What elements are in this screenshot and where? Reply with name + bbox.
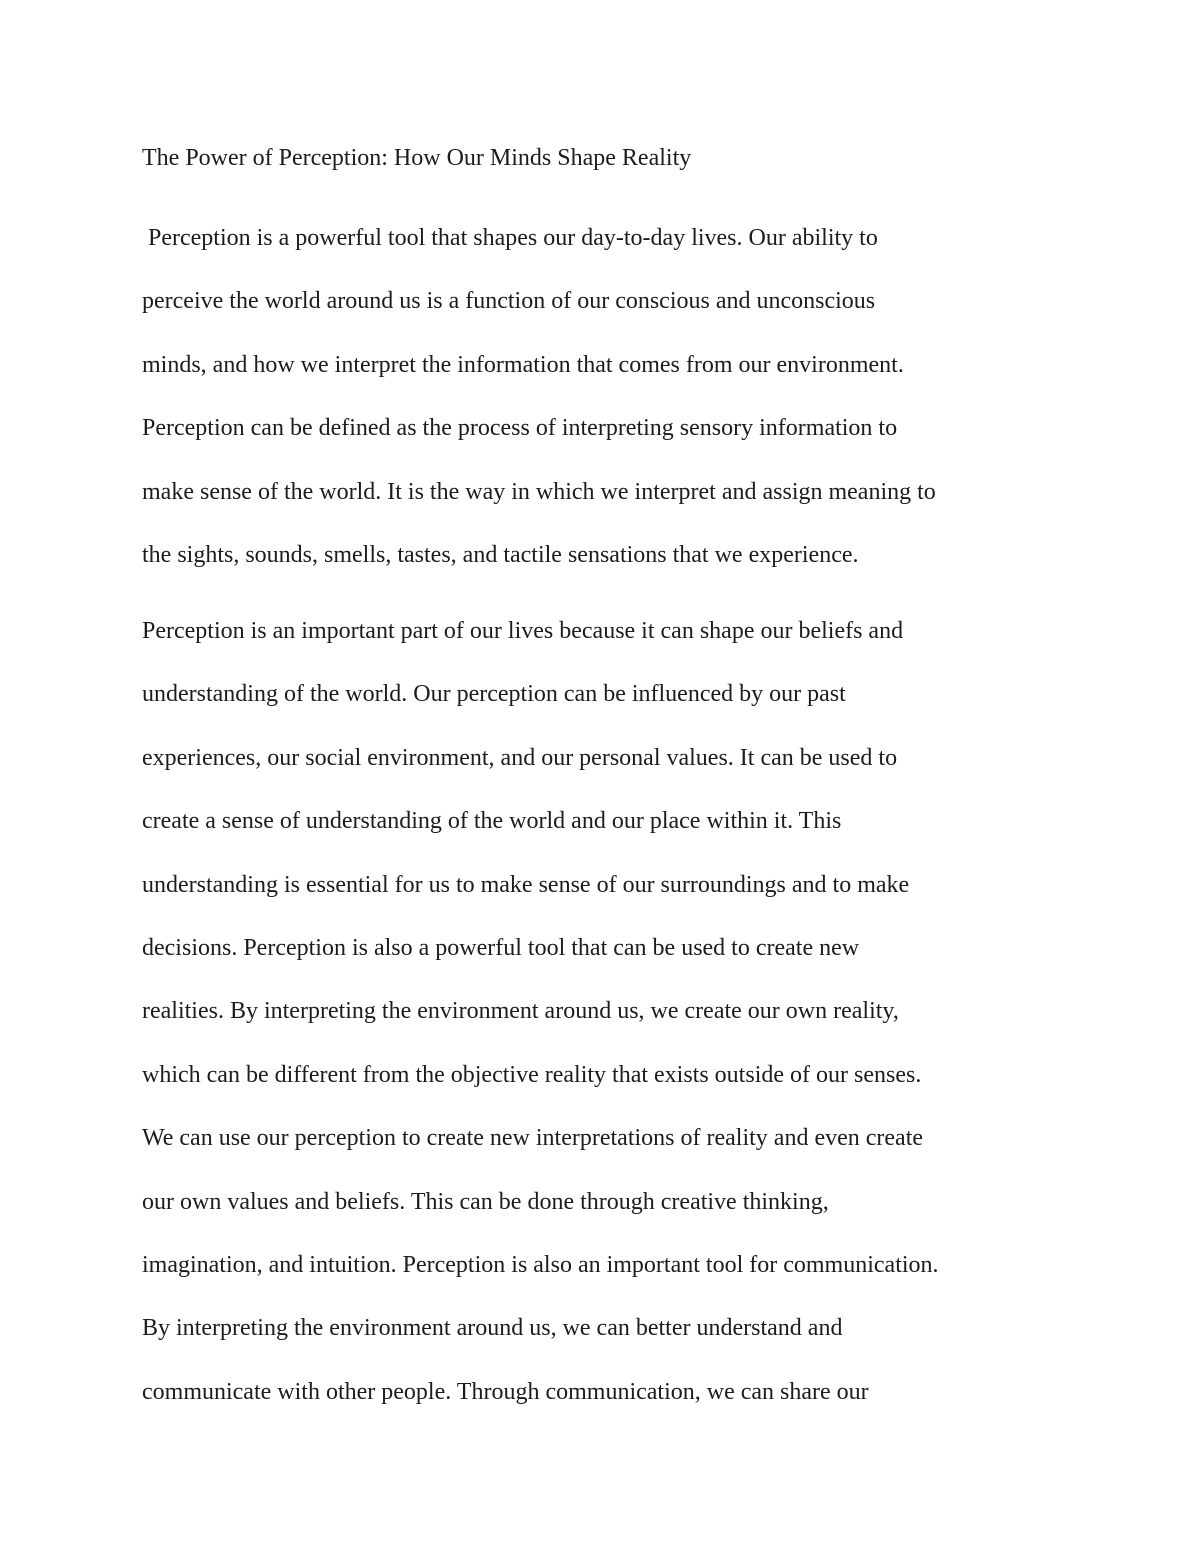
paragraph-1 <box>142 221 1072 601</box>
text-line: which can be different from the objective reality that exists outside of our senses. <box>142 1061 922 1088</box>
text-line: Perception is a powerful tool that shapes our day-to-day lives. Our ability to <box>142 225 878 251</box>
text-line: the sights, sounds, smells, tastes, and tactile sensations that we experience. <box>142 541 859 568</box>
text-line: decisions. Perception is also a powerful tool that can be used to create new <box>142 934 860 961</box>
text-line: minds, and how we interpret the information that comes from our environment. <box>142 351 904 378</box>
text-line: We can use our perception to create new interpretations of reality and even create <box>142 1125 924 1152</box>
text-line: communicate with other people. Through communication, we can share our <box>142 1378 869 1405</box>
text-line: our own values and beliefs. This can be done through creative thinking, <box>142 1188 829 1215</box>
text-line: understanding is essential for us to make sense of our surroundings and to make <box>142 871 910 898</box>
text-line: create a sense of understanding of the world and our place within it. This <box>142 808 842 835</box>
text-line: By interpreting the environment around us, we can better understand and <box>142 1315 843 1342</box>
text-line: Perception can be defined as the process of interpreting sensory information to <box>142 415 898 442</box>
text-line: Perception is an important part of our lives because it can shape our beliefs and <box>142 618 904 644</box>
document-title: The Power of Perception: How Our Minds Shape Reality <box>142 145 692 171</box>
text-line: realities. By interpreting the environment around us, we create our own reality, <box>142 998 899 1025</box>
paragraph-2 <box>142 614 1072 1438</box>
text-line: make sense of the world. It is the way in which we interpret and assign meaning to <box>142 478 936 505</box>
text-line: experiences, our social environment, and our personal values. It can be used to <box>142 744 898 771</box>
text-line: imagination, and intuition. Perception is also an important tool for communication. <box>142 1251 939 1278</box>
text-line: perceive the world around us is a function of our conscious and unconscious <box>142 288 876 315</box>
text-line: understanding of the world. Our perception can be influenced by our past <box>142 681 846 708</box>
